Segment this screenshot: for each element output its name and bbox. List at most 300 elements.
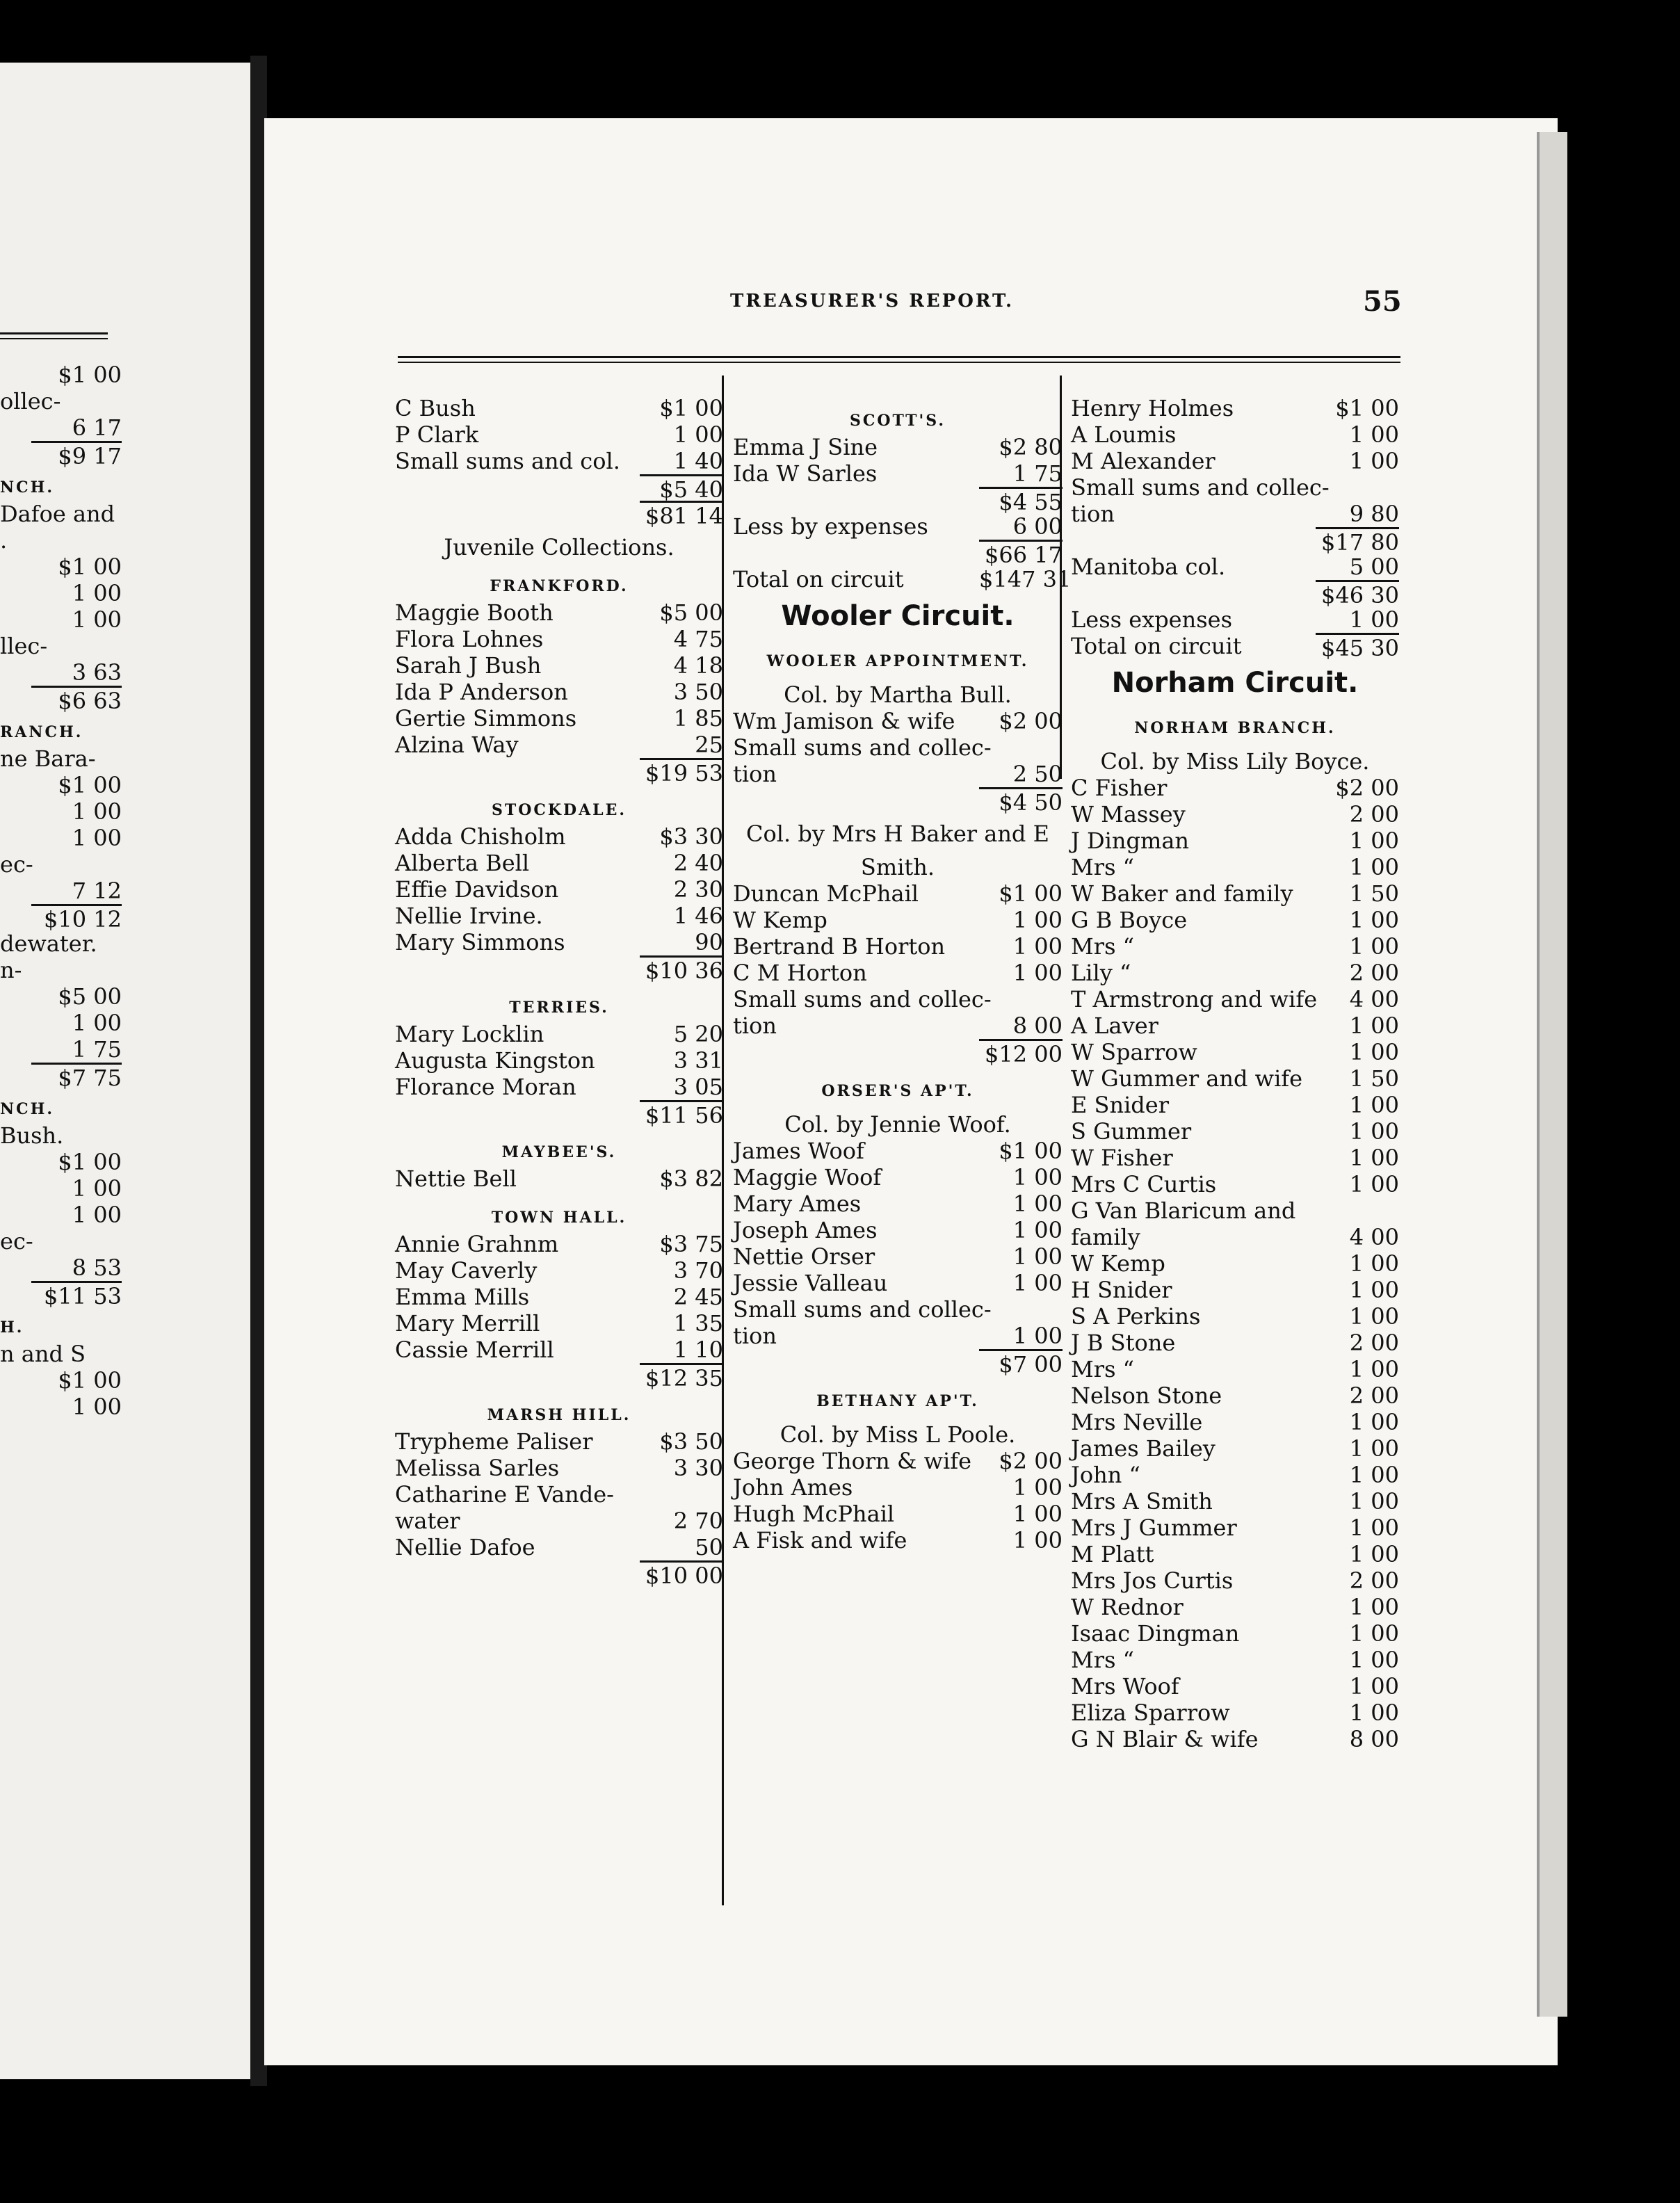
section-heading: NCH.	[0, 1100, 55, 1118]
entry-name	[0, 1063, 31, 1089]
running-head: TREASURER'S REPORT.	[730, 291, 1015, 312]
entry-name: Trypheme Paliser	[395, 1428, 593, 1455]
column-1	[395, 395, 723, 1587]
entry-amount: 2 00	[1349, 1567, 1399, 1594]
entry-row	[1071, 1515, 1399, 1541]
entry-amount: 1 00	[1349, 1673, 1399, 1700]
entry-amount: 1 00	[1349, 1092, 1399, 1118]
entry-name	[395, 955, 640, 982]
entry-name: Maggie Booth	[395, 599, 554, 626]
entry-row	[0, 1394, 122, 1420]
entry-amount: 1 00	[1349, 421, 1399, 448]
entry-row	[0, 825, 122, 851]
entry-row	[395, 599, 723, 626]
entry-name: C Fisher	[1071, 775, 1168, 801]
entry-amount	[33, 1228, 122, 1254]
entry-name: Nellie Dafoe	[395, 1534, 535, 1560]
entry-name: .	[0, 527, 8, 554]
entry-amount: 1 00	[1349, 854, 1399, 880]
entry-amount: 4 18	[673, 652, 723, 679]
entry-amount: $46 30	[1316, 580, 1399, 606]
entry-name: W Gummer and wife	[1071, 1065, 1303, 1092]
entry-row	[395, 395, 723, 421]
entry-row	[1071, 1330, 1399, 1356]
entry-name: Joseph Ames	[733, 1217, 878, 1243]
entry-name: llec-	[0, 633, 48, 659]
entry-name: tion	[733, 761, 777, 787]
entry-amount: $147 31	[979, 566, 1072, 592]
entry-name: tion	[733, 1012, 777, 1039]
entry-amount: 4 75	[673, 626, 723, 652]
section-heading: MARSH HILL.	[487, 1406, 631, 1424]
entry-name	[733, 540, 979, 566]
entry-amount: 1 00	[1349, 1012, 1399, 1039]
entry-row	[1071, 1620, 1399, 1647]
entry-amount	[33, 851, 122, 878]
entry-row	[733, 1191, 1063, 1217]
subtotal-row	[395, 1100, 723, 1127]
entry-row	[0, 1367, 122, 1394]
entry-row	[733, 708, 1063, 734]
entry-name: Effie Davidson	[395, 876, 559, 903]
subtotal-row	[395, 501, 723, 527]
subtotal-row	[1071, 633, 1399, 659]
entry-name: Small sums and col.	[395, 448, 620, 474]
entry-amount: 1 00	[1012, 1323, 1063, 1349]
entry-amount: $5 00	[659, 599, 723, 626]
entry-row	[1071, 1012, 1399, 1039]
entry-amount: 1 00	[1349, 1277, 1399, 1303]
entry-name	[0, 772, 31, 798]
entry-name: Gertie Simmons	[395, 705, 577, 732]
entry-name: Jessie Valleau	[733, 1270, 888, 1296]
entry-name	[0, 659, 31, 686]
entry-name	[395, 501, 640, 527]
entry-name	[0, 1149, 31, 1175]
entry-row	[0, 851, 122, 878]
entry-amount: $10 12	[31, 904, 122, 930]
entry-amount: 2 00	[1349, 801, 1399, 828]
entry-name: Mary Simmons	[395, 929, 565, 955]
entry-name: Bush.	[0, 1122, 64, 1149]
entry-amount: 1 00	[1349, 907, 1399, 933]
collector-line: Juvenile Collections.	[444, 534, 675, 560]
subtotal-row	[0, 1281, 122, 1307]
entry-amount: $1 00	[58, 772, 122, 798]
entry-amount: $7 75	[31, 1063, 122, 1089]
entry-name: John Ames	[733, 1474, 853, 1501]
entry-name	[0, 1367, 31, 1394]
entry-amount: 1 75	[72, 1036, 122, 1063]
entry-name: T Armstrong and wife	[1071, 986, 1318, 1012]
entry-name: Augusta Kingston	[395, 1047, 595, 1074]
entry-row	[395, 929, 723, 955]
entry-row	[733, 566, 1072, 592]
entry-amount: $10 36	[640, 955, 723, 982]
entry-name: Mrs “	[1071, 854, 1135, 880]
entry-row	[1071, 1435, 1399, 1462]
entry-name	[395, 1560, 640, 1587]
entry-amount: 2 30	[673, 876, 723, 903]
entry-amount: $4 50	[979, 787, 1063, 814]
entry-row	[733, 1527, 1063, 1554]
section-heading: MAYBEE'S.	[501, 1143, 617, 1161]
entry-name	[0, 1202, 31, 1228]
entry-amount: 1 00	[72, 825, 122, 851]
entry-row	[1071, 1118, 1399, 1145]
entry-row	[395, 626, 723, 652]
entry-row	[1071, 1065, 1399, 1092]
entry-name: Nettie Bell	[395, 1165, 517, 1192]
entry-amount: 1 00	[1349, 933, 1399, 960]
entry-amount: 9 80	[1349, 501, 1399, 527]
entry-name: Eliza Sparrow	[1071, 1700, 1230, 1726]
entry-name: Nettie Orser	[733, 1243, 875, 1270]
entry-name: Mrs Jos Curtis	[1071, 1567, 1234, 1594]
circuit-heading: Norham Circuit.	[1111, 667, 1359, 699]
entry-amount: $66 17	[979, 540, 1063, 566]
subtotal-row	[1071, 527, 1399, 554]
subtotal-row	[395, 955, 723, 982]
entry-amount: 1 00	[1012, 1270, 1063, 1296]
entry-amount: 1 00	[1012, 1474, 1063, 1501]
entry-row	[395, 850, 723, 876]
entry-row	[1071, 801, 1399, 828]
entry-row	[0, 362, 122, 388]
subtotal-row	[395, 758, 723, 784]
entry-row	[1071, 1092, 1399, 1118]
entry-amount: 2 00	[1349, 1382, 1399, 1409]
entry-name: W Fisher	[1071, 1145, 1173, 1171]
entry-row	[733, 513, 1063, 540]
entry-amount: 1 00	[1012, 960, 1063, 986]
entry-row	[733, 986, 1063, 1012]
collector-line: Col. by Martha Bull.	[784, 681, 1012, 708]
entry-row	[0, 501, 122, 527]
entry-row	[1071, 1409, 1399, 1435]
left-top-rule-2	[0, 338, 108, 339]
entry-amount: $6 63	[31, 686, 122, 712]
entry-amount: 1 00	[1012, 1217, 1063, 1243]
entry-name: James Bailey	[1071, 1435, 1215, 1462]
entry-row	[733, 960, 1063, 986]
entry-row	[733, 933, 1063, 960]
entry-row	[1071, 1594, 1399, 1620]
section-heading: FRANKFORD.	[490, 577, 629, 595]
entry-name	[0, 1394, 31, 1420]
entry-name: H Snider	[1071, 1277, 1172, 1303]
entry-amount: 8 00	[1012, 1012, 1063, 1039]
entry-name: C M Horton	[733, 960, 867, 986]
entry-name: ne Bara-	[0, 745, 96, 772]
entry-row	[395, 1310, 723, 1337]
entry-name: A Laver	[1071, 1012, 1158, 1039]
entry-name	[0, 1010, 31, 1036]
entry-name: Bertrand B Horton	[733, 933, 946, 960]
entry-row	[1071, 448, 1399, 474]
entry-amount: $3 75	[659, 1231, 723, 1257]
entry-name: Mrs J Gummer	[1071, 1515, 1237, 1541]
section-heading: STOCKDALE.	[491, 801, 627, 819]
entry-amount: $19 53	[640, 758, 723, 784]
entry-amount: 1 85	[673, 705, 723, 732]
entry-name: dewater.	[0, 930, 97, 957]
entry-row	[0, 1149, 122, 1175]
entry-name: tion	[733, 1323, 777, 1349]
entry-name: Emma Mills	[395, 1284, 530, 1310]
entry-row	[1071, 828, 1399, 854]
entry-row	[1071, 1488, 1399, 1515]
entry-name	[0, 904, 31, 930]
entry-amount: 90	[695, 929, 723, 955]
entry-row	[0, 1254, 122, 1281]
entry-name: Duncan McPhail	[733, 880, 919, 907]
section-heading: NORHAM BRANCH.	[1134, 719, 1336, 737]
entry-name	[733, 487, 979, 513]
subtotal-row	[0, 441, 122, 467]
entry-amount	[992, 1296, 1063, 1323]
entry-name: May Caverly	[395, 1257, 538, 1284]
entry-row	[0, 878, 122, 904]
subtotal-row	[733, 540, 1063, 566]
entry-amount: $1 00	[659, 395, 723, 421]
collector-line: Col. by Mrs H Baker and E	[746, 821, 1049, 847]
entry-name	[0, 554, 31, 580]
entry-row	[1071, 1726, 1399, 1752]
entry-name: W Rednor	[1071, 1594, 1184, 1620]
entry-name	[0, 414, 31, 441]
entry-row	[395, 876, 723, 903]
entry-amount: $17 80	[1316, 527, 1399, 554]
entry-name	[395, 1100, 640, 1127]
entry-row	[1071, 421, 1399, 448]
entry-name: n and S	[0, 1341, 86, 1367]
entry-amount: $7 00	[979, 1349, 1063, 1375]
entry-name: ec-	[0, 1228, 33, 1254]
entry-name	[0, 878, 31, 904]
entry-amount: 1 00	[72, 1394, 122, 1420]
entry-name: Mrs “	[1071, 933, 1135, 960]
entry-row	[733, 1243, 1063, 1270]
entry-name: G N Blair & wife	[1071, 1726, 1259, 1752]
entry-name: Henry Holmes	[1071, 395, 1234, 421]
section-heading: ORSER'S AP'T.	[821, 1082, 974, 1100]
entry-name: Alzina Way	[395, 732, 519, 758]
entry-name: Small sums and collec-	[1071, 474, 1330, 501]
entry-amount: 1 00	[72, 606, 122, 633]
header-rule	[398, 356, 1400, 358]
entry-name: M Platt	[1071, 1541, 1154, 1567]
entry-amount: 1 00	[1012, 907, 1063, 933]
entry-amount: 1 00	[1349, 1303, 1399, 1330]
entry-row	[733, 1323, 1063, 1349]
entry-name: W Kemp	[1071, 1250, 1165, 1277]
entry-amount: 1 00	[1349, 448, 1399, 474]
entry-amount: 5 00	[1349, 554, 1399, 580]
entry-name: Small sums and collec-	[733, 1296, 992, 1323]
entry-row	[1071, 1647, 1399, 1673]
entry-row	[1071, 775, 1399, 801]
entry-row	[0, 745, 122, 772]
entry-row	[395, 823, 723, 850]
entry-amount: 8 00	[1349, 1726, 1399, 1752]
entry-name: Cassie Merrill	[395, 1337, 554, 1363]
entry-row	[1071, 1462, 1399, 1488]
entry-amount: 3 31	[673, 1047, 723, 1074]
entry-row	[0, 580, 122, 606]
entry-amount: 1 00	[72, 580, 122, 606]
entry-amount: 1 35	[673, 1310, 723, 1337]
entry-row	[395, 1074, 723, 1100]
entry-name: J B Stone	[1071, 1330, 1176, 1356]
column-3	[1071, 395, 1399, 1752]
entry-row	[0, 1202, 122, 1228]
entry-name: Mrs A Smith	[1071, 1488, 1213, 1515]
entry-row	[0, 388, 122, 414]
entry-amount: 2 50	[1012, 761, 1063, 787]
entry-row	[733, 1474, 1063, 1501]
entry-name: Mrs Neville	[1071, 1409, 1203, 1435]
entry-row	[1071, 395, 1399, 421]
entry-amount	[115, 501, 122, 527]
entry-amount: 4 00	[1349, 1224, 1399, 1250]
entry-name: Small sums and collec-	[733, 986, 992, 1012]
subtotal-row	[395, 1560, 723, 1587]
entry-amount: $81 14	[640, 501, 723, 527]
collector-line: Smith.	[860, 854, 935, 880]
entry-name	[0, 1281, 31, 1307]
entry-name: tion	[1071, 501, 1115, 527]
entry-amount	[992, 986, 1063, 1012]
entry-name: Hugh McPhail	[733, 1501, 895, 1527]
entry-amount	[992, 734, 1063, 761]
entry-amount: $2 00	[1335, 775, 1399, 801]
entry-amount: 4 00	[1349, 986, 1399, 1012]
entry-row	[733, 1448, 1063, 1474]
entry-amount: 2 00	[1349, 960, 1399, 986]
entry-row	[0, 1010, 122, 1036]
entry-row	[0, 1228, 122, 1254]
collector-line: Col. by Miss L Poole.	[780, 1421, 1016, 1448]
entry-row	[1071, 880, 1399, 907]
entry-row	[1071, 1541, 1399, 1567]
entry-row	[733, 1138, 1063, 1164]
entry-name	[0, 1254, 31, 1281]
entry-amount: 2 00	[1349, 1330, 1399, 1356]
section-heading: SCOTT'S.	[849, 412, 946, 430]
entry-name: Florance Moran	[395, 1074, 576, 1100]
entry-name: Manitoba col.	[1071, 554, 1226, 580]
entry-amount: 1 00	[1349, 1145, 1399, 1171]
entry-amount: 1 50	[1349, 1065, 1399, 1092]
entry-row	[1071, 606, 1399, 633]
entry-name: Sarah J Bush	[395, 652, 542, 679]
entry-amount: 5 20	[673, 1021, 723, 1047]
entry-amount: 1 00	[1012, 1164, 1063, 1191]
entry-row	[733, 1501, 1063, 1527]
entry-row	[0, 1122, 122, 1149]
entry-amount: 1 40	[673, 448, 723, 474]
section-heading: NCH.	[0, 478, 55, 497]
entry-amount: 3 05	[673, 1074, 723, 1100]
entry-name	[395, 1363, 640, 1389]
entry-amount: 1 00	[1349, 1488, 1399, 1515]
subtotal-row	[733, 487, 1063, 513]
entry-row	[395, 448, 723, 474]
entry-amount: $5 00	[58, 983, 122, 1010]
entry-row	[0, 659, 122, 686]
entry-row	[395, 1047, 723, 1074]
entry-row	[395, 421, 723, 448]
entry-amount: 3 50	[673, 679, 723, 705]
entry-row	[0, 554, 122, 580]
entry-name: P Clark	[395, 421, 479, 448]
entry-row	[1071, 1673, 1399, 1700]
entry-row	[1071, 1145, 1399, 1171]
entry-name: Mary Ames	[733, 1191, 862, 1217]
entry-name: W Massey	[1071, 801, 1186, 828]
entry-name: Mary Merrill	[395, 1310, 540, 1337]
entry-amount	[31, 527, 122, 554]
entry-name: W Kemp	[733, 907, 827, 933]
entry-name	[1071, 527, 1316, 554]
entry-amount: $1 00	[58, 554, 122, 580]
entry-row	[733, 1012, 1063, 1039]
entry-name: Small sums and collec-	[733, 734, 992, 761]
entry-name: Total on circuit	[1071, 633, 1242, 659]
entry-amount: 1 00	[72, 798, 122, 825]
entry-amount: 6 00	[1012, 513, 1063, 540]
entry-amount: $9 17	[31, 441, 122, 467]
entry-name	[0, 1175, 31, 1202]
entry-name: Flora Lohnes	[395, 626, 544, 652]
entry-name: water	[395, 1508, 460, 1534]
entry-row	[1071, 474, 1399, 501]
entry-name	[0, 1036, 31, 1063]
entry-name: J Dingman	[1071, 828, 1190, 854]
entry-name	[0, 580, 31, 606]
entry-row	[395, 1428, 723, 1455]
entry-amount: 7 12	[72, 878, 122, 904]
subtotal-row	[0, 686, 122, 712]
collector-line: Col. by Jennie Woof.	[784, 1111, 1011, 1138]
entry-amount: $10 00	[640, 1560, 723, 1587]
subtotal-row	[733, 787, 1063, 814]
entry-amount: $12 00	[979, 1039, 1063, 1065]
entry-name	[0, 441, 31, 467]
entry-amount	[31, 957, 122, 983]
section-heading: H.	[0, 1318, 24, 1337]
entry-name: A Fisk and wife	[733, 1527, 907, 1554]
entry-row	[395, 1165, 723, 1192]
entry-amount: $3 50	[659, 1428, 723, 1455]
subtotal-row	[733, 1039, 1063, 1065]
entry-row	[733, 1296, 1063, 1323]
entry-amount: 1 00	[1349, 828, 1399, 854]
entry-name	[733, 787, 979, 814]
entry-amount: 1 50	[1349, 880, 1399, 907]
entry-name: n-	[0, 957, 22, 983]
entry-row	[1071, 933, 1399, 960]
entry-name: ec-	[0, 851, 33, 878]
subtotal-row	[1071, 580, 1399, 606]
entry-row	[0, 1341, 122, 1367]
entry-row	[1071, 1250, 1399, 1277]
entry-name: M Alexander	[1071, 448, 1215, 474]
entry-name: W Baker and family	[1071, 880, 1293, 907]
entry-amount: 1 00	[1012, 1501, 1063, 1527]
entry-amount: 1 46	[673, 903, 723, 929]
